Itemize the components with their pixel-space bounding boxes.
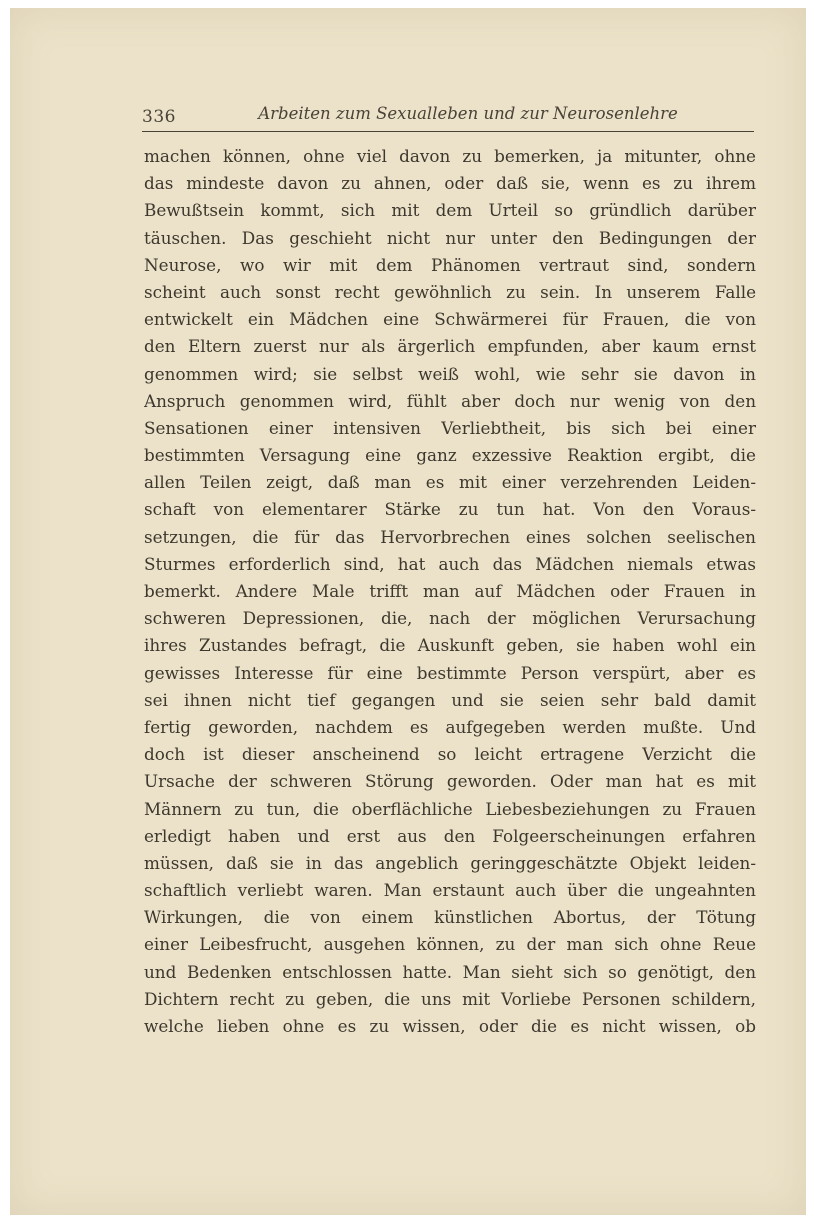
text-line: genommen wird; sie selbst weiß wohl, wie sehr sie davon in xyxy=(144,363,756,384)
header-rule xyxy=(142,131,754,132)
text-line: scheint auch sonst recht gewöhnlich zu sein. In unserem Falle xyxy=(144,281,756,302)
text-line: bemerkt. Andere Male trifft man auf Mädchen oder Frauen in xyxy=(144,581,756,601)
text-line: und Bedenken entschlossen hatte. Man sieht sich so genötigt, den xyxy=(144,961,756,982)
text-line: sei ihnen nicht tief gegangen und sie seien sehr bald damit xyxy=(144,689,756,710)
text-line: welche lieben ohne es zu wissen, oder die es nicht wissen, ob xyxy=(144,1016,756,1036)
page-number: 336 xyxy=(142,107,176,127)
text-line: täuschen. Das geschieht nicht nur unter den Bedingungen der xyxy=(144,227,756,248)
text-line: Dichtern recht zu geben, die uns mit Vorliebe Personen schildern, xyxy=(144,988,756,1009)
text-line: erledigt haben und erst aus den Folgeerscheinungen erfahren xyxy=(144,825,756,846)
text-line: setzungen, die für das Hervorbrechen eines solchen seelischen xyxy=(144,526,756,547)
text-line: allen Teilen zeigt, daß man es mit einer verzehrenden Leiden- xyxy=(144,472,756,493)
text-line: das mindeste davon zu ahnen, oder daß sie, wenn es zu ihrem xyxy=(144,173,756,194)
text-line: Ursache der schweren Störung geworden. Oder man hat es mit xyxy=(144,771,756,792)
text-line: fertig geworden, nachdem es aufgegeben werden mußte. Und xyxy=(144,716,756,737)
text-line: schaft von elementarer Stärke zu tun hat. Von den Voraus- xyxy=(144,499,756,520)
running-header xyxy=(142,104,754,134)
text-line: doch ist dieser anscheinend so leicht ertragene Verzicht die xyxy=(144,744,756,765)
text-line: entwickelt ein Mädchen eine Schwärmerei für Frauen, die von xyxy=(144,309,756,330)
text-line: Sturmes erforderlich sind, hat auch das Mädchen niemals etwas xyxy=(144,553,756,574)
running-title: Arbeiten zum Sexualleben und zur Neurosenlehre xyxy=(258,104,678,123)
text-line: Sensationen einer intensiven Verliebtheit, bis sich bei einer xyxy=(144,417,756,438)
text-line: Neurose, wo wir mit dem Phänomen vertraut sind, sondern xyxy=(144,254,756,275)
body-text xyxy=(144,143,756,1040)
text-line: gewisses Interesse für eine bestimmte Person verspürt, aber es xyxy=(144,662,756,683)
text-line: Wirkungen, die von einem künstlichen Abortus, der Tötung xyxy=(144,907,756,928)
text-line: einer Leibesfrucht, ausgehen können, zu der man sich ohne Reue xyxy=(144,934,756,955)
text-line: Anspruch genommen wird, fühlt aber doch nur wenig von den xyxy=(144,390,756,411)
text-line: Männern zu tun, die oberflächliche Liebesbeziehungen zu Frauen xyxy=(144,798,756,819)
text-line: schaftlich verliebt waren. Man erstaunt auch über die ungeahnten xyxy=(144,880,756,901)
text-line: ihres Zustandes befragt, die Auskunft geben, sie haben wohl ein xyxy=(144,635,756,656)
text-line: machen können, ohne viel davon zu bemerken, ja mitunter, ohne xyxy=(144,146,756,166)
text-line: müssen, daß sie in das angeblich geringgeschätzte Objekt leiden- xyxy=(144,852,756,873)
text-line: schweren Depressionen, die, nach der möglichen Verursachung xyxy=(144,608,756,629)
text-line: den Eltern zuerst nur als ärgerlich empfunden, aber kaum ernst xyxy=(144,336,756,357)
text-line: bestimmten Versagung eine ganz exzessive Reaktion ergibt, die xyxy=(144,445,756,466)
text-line: Bewußtsein kommt, sich mit dem Urteil so gründlich darüber xyxy=(144,200,756,221)
